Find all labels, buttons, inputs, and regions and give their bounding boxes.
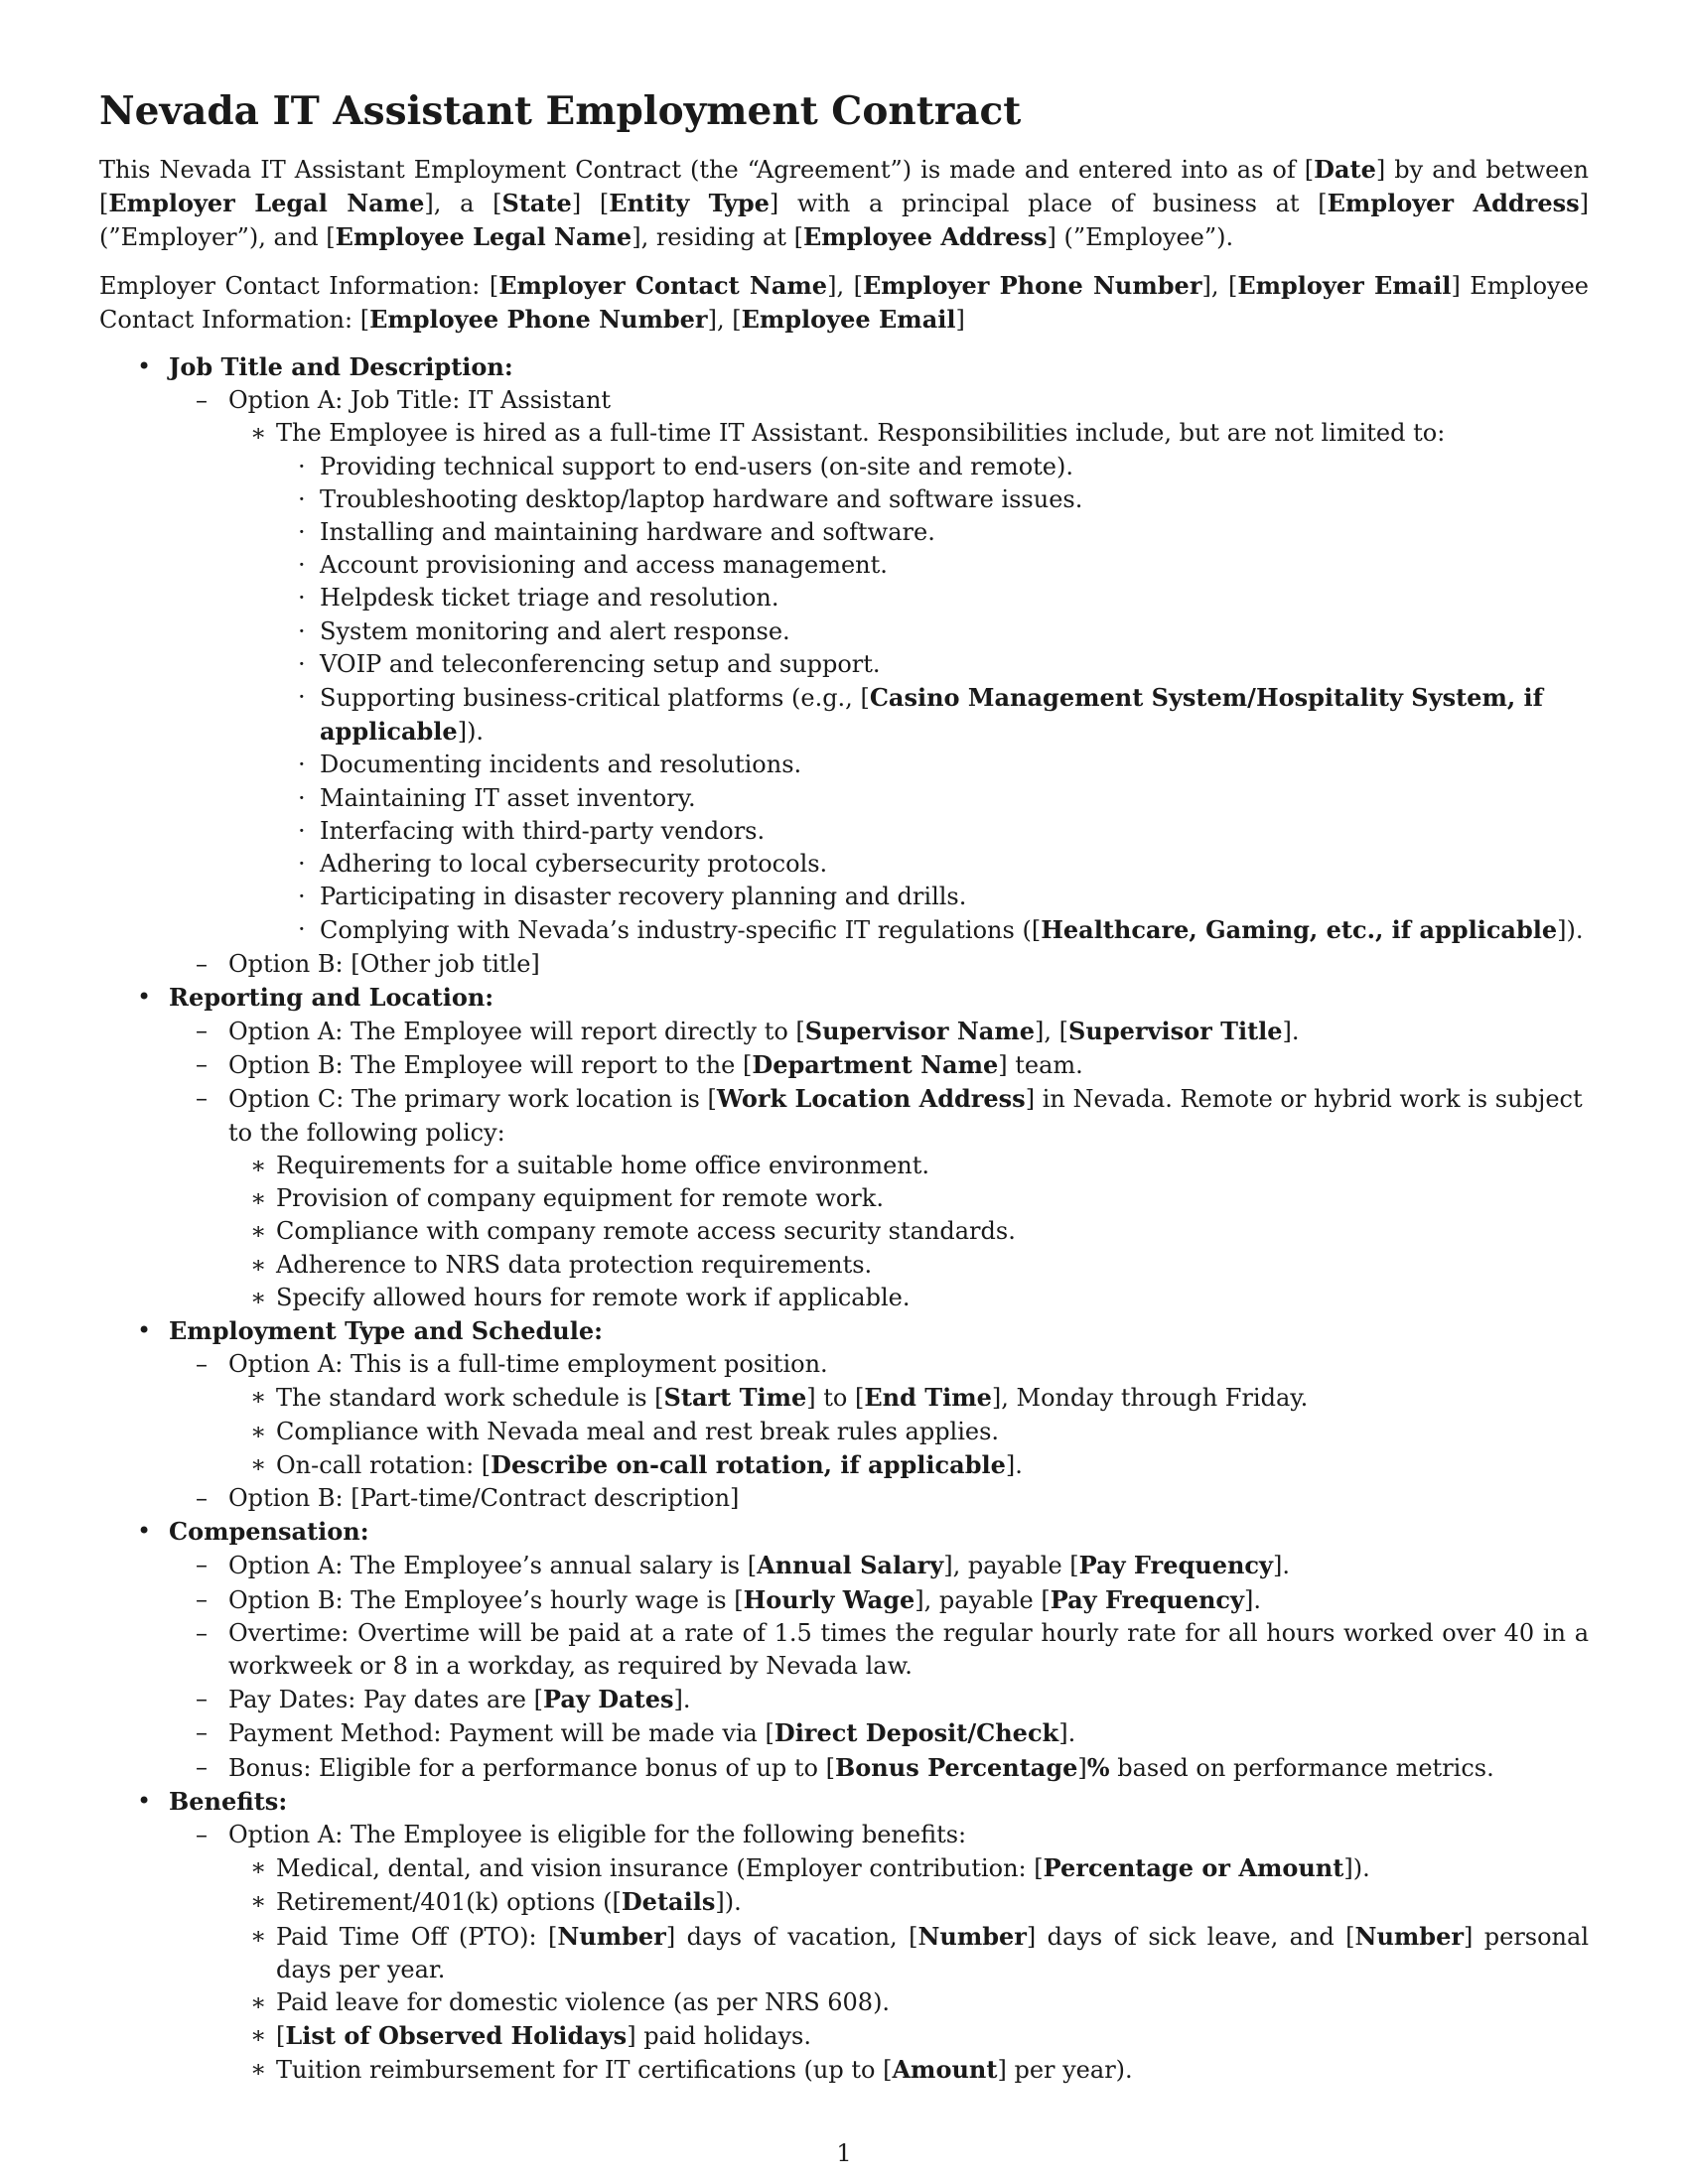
field-employer-contact-name: Employer Contact Name xyxy=(498,270,828,300)
section-heading: Benefits: xyxy=(169,1786,288,1816)
field-industry: Healthcare, Gaming, etc., if applicable xyxy=(1041,915,1558,945)
field-entity-type: Entity Type xyxy=(609,189,770,218)
section-reporting xyxy=(99,981,1589,1314)
field-tuition-amount: Amount xyxy=(892,2055,998,2085)
field-employee-legal-name: Employee Legal Name xyxy=(335,222,633,252)
section-heading: Job Title and Description: xyxy=(169,352,513,382)
field-state: State xyxy=(501,189,572,218)
field-employer-email: Employer Email xyxy=(1237,270,1452,300)
list-item: · Supporting business-critical platforms (e.g., [Casino Management System/Hospitality System, if applicable]). xyxy=(276,681,1589,749)
field-oncall: Describe on-call rotation, if applicable xyxy=(491,1449,1006,1479)
field-employer-phone: Employer Phone Number xyxy=(862,270,1202,300)
field-work-location: Work Location Address xyxy=(716,1084,1026,1114)
field-pay-dates: Pay Dates xyxy=(543,1685,674,1714)
list-item: · System monitoring and alert response. xyxy=(276,615,1589,648)
list-item: · Participating in disaster recovery planning and drills. xyxy=(276,881,1589,913)
section-job xyxy=(99,350,1589,981)
field-employer-address: Employer Address xyxy=(1327,189,1580,218)
field-personal-days: Number xyxy=(1354,1921,1464,1951)
list-item: · Troubleshooting desktop/laptop hardware and software issues. xyxy=(276,483,1589,516)
section-heading: Employment Type and Schedule: xyxy=(169,1315,603,1345)
field-hourly-wage: Hourly Wage xyxy=(743,1584,915,1614)
section-heading: Reporting and Location: xyxy=(169,982,494,1012)
page-number: 1 xyxy=(836,2139,852,2167)
section-compensation xyxy=(99,1515,1589,1785)
field-holidays: List of Observed Holidays xyxy=(285,2021,628,2051)
list-item: · Maintaining IT asset inventory. xyxy=(276,782,1589,815)
document-page xyxy=(99,87,1589,2088)
list-item: ∗ Paid leave for domestic violence (as per NRS 608). xyxy=(228,1986,1589,2019)
section-employment xyxy=(99,1314,1589,1515)
list-item: – Option B: The Employee’s hourly wage is [Hourly Wage], payable [Pay Frequency]. xyxy=(169,1583,1589,1617)
list-item: · Complying with Nevada’s industry-specific IT regulations ([Healthcare, Gaming, etc., if applicable]). xyxy=(276,913,1589,947)
field-retirement-details: Details xyxy=(621,1887,716,1917)
list-item: ∗ Compliance with company remote access security standards. xyxy=(228,1215,1589,1248)
list-item: – Option B: The Employee will report to the [Department Name] team. xyxy=(169,1048,1589,1082)
list-item: ∗ Medical, dental, and vision insurance (Employer contribution: [Percentage or Amount]). xyxy=(228,1851,1589,1885)
list-item: ∗ Tuition reimbursement for IT certifications (up to [Amount] per year). xyxy=(228,2053,1589,2087)
list-item: · Helpdesk ticket triage and resolution. xyxy=(276,582,1589,614)
field-employee-email: Employee Email xyxy=(741,304,956,334)
field-platform: Casino Management System/Hospitality System, if applicable xyxy=(320,683,1543,747)
list-item: – Option A: The Employee’s annual salary is [Annual Salary], payable [Pay Frequency]. xyxy=(169,1549,1589,1582)
list-item: – Option B: [Part-time/Contract description] xyxy=(169,1482,1589,1515)
list-item: ∗ Provision of company equipment for remote work. xyxy=(228,1182,1589,1215)
list-item: – Option A: Job Title: IT Assistant ∗ The Employee is hired as a full-time IT Assistant. Responsibilities include, but are not limited to: · Providing technical support to end-users (on-site and remote). · Troubleshooting desktop/laptop hardware and software issues. · Installing and maintaining hardware and software. · Account provisioning and access management. · Helpdesk ticket triage and resolution. · System monitoring and alert response. · VOIP and teleconferencing setup and support. · Supporting business-critical platforms (e.g., [Casino Management System/Hospitality System, if applicable]). · Documenting incidents and resolutions. · Maintaining IT asset inventory. · Interfacing with third-party vendors. · Adhering to local cybersecurity protocols. · Participating in disaster recovery planning and drills. · Complying with Nevada’s industry-specific IT regulations ([Healthcare, Gaming, etc., if applicable]). xyxy=(169,384,1589,947)
list-item: · Adhering to local cybersecurity protocols. xyxy=(276,848,1589,881)
list-item: ∗ [List of Observed Holidays] paid holidays. xyxy=(228,2019,1589,2053)
field-vacation-days: Number xyxy=(557,1921,666,1951)
list-item: · Providing technical support to end-users (on-site and remote). xyxy=(276,451,1589,483)
field-pay-frequency: Pay Frequency xyxy=(1078,1551,1273,1580)
list-item: – Payment Method: Payment will be made via [Direct Deposit/Check]. xyxy=(169,1716,1589,1750)
list-item: – Overtime: Overtime will be paid at a rate of 1.5 times the regular hourly rate for all hours worked over 40 in a workweek or 8 in a workday, as required by Nevada law. xyxy=(169,1617,1589,1683)
field-employee-phone: Employee Phone Number xyxy=(369,304,708,334)
list-item: – Pay Dates: Pay dates are [Pay Dates]. xyxy=(169,1683,1589,1716)
list-item: ∗ Compliance with Nevada meal and rest break rules applies. xyxy=(228,1416,1589,1448)
field-contribution: Percentage or Amount xyxy=(1043,1853,1344,1883)
field-supervisor-name: Supervisor Name xyxy=(804,1017,1036,1046)
field-department-name: Department Name xyxy=(752,1050,999,1080)
list-item: · Account provisioning and access management. xyxy=(276,549,1589,582)
field-pay-frequency: Pay Frequency xyxy=(1050,1584,1244,1614)
list-item: – Option C: The primary work location is [Work Location Address] in Nevada. Remote or hybrid work is subject to the following policy: ∗ Requirements for a suitable home office environment. ∗ Provision of company equipment for remote work. ∗ Compliance with company remote access security standards. ∗ Adherence to NRS data protection requirements. ∗ Specify allowed hours for remote work if applicable. xyxy=(169,1082,1589,1313)
list-item: ∗ Requirements for a suitable home office environment. xyxy=(228,1150,1589,1182)
field-sick-days: Number xyxy=(917,1921,1027,1951)
list-item: ∗ The standard work schedule is [Start Time] to [End Time], Monday through Friday. xyxy=(228,1381,1589,1415)
list-item: ∗ Paid Time Off (PTO): [Number] days of vacation, [Number] days of sick leave, and [Number] personal days per year. xyxy=(228,1920,1589,1986)
list-item: ∗ Specify allowed hours for remote work if applicable. xyxy=(228,1282,1589,1314)
list-item: – Bonus: Eligible for a performance bonus of up to [Bonus Percentage]% based on performance metrics. xyxy=(169,1751,1589,1785)
field-end-time: End Time xyxy=(864,1383,992,1413)
field-annual-salary: Annual Salary xyxy=(757,1551,944,1580)
list-item: – Option A: The Employee is eligible for the following benefits: ∗ Medical, dental, and vision insurance (Employer contribution: [Percentage or Amount]). ∗ Retirement/401(k) options ([Details]). ∗ Paid Time Off (PTO): [Number] days of vacation, [Number] days of sick leave, and [Number] personal days per year. ∗ Paid leave for domestic violence (as per NRS 608). ∗ [List of Observed Holidays] paid holidays. ∗ Tuition reimbursement for IT certifications (up to [Amount] per year). xyxy=(169,1819,1589,2088)
list-item: ∗ The Employee is hired as a full-time IT Assistant. Responsibilities include, but are not limited to: · Providing technical support to end-users (on-site and remote). · Troubleshooting desktop/laptop hardware and software issues. · Installing and maintaining hardware and software. · Account provisioning and access management. · Helpdesk ticket triage and resolution. · System monitoring and alert response. · VOIP and teleconferencing setup and support. · Supporting business-critical platforms (e.g., [Casino Management System/Hospitality System, if applicable]). · Documenting incidents and resolutions. · Maintaining IT asset inventory. · Interfacing with third-party vendors. · Adhering to local cybersecurity protocols. · Participating in disaster recovery planning and drills. · Complying with Nevada’s industry-specific IT regulations ([Healthcare, Gaming, etc., if applicable]). xyxy=(228,417,1589,947)
field-payment-method: Direct Deposit/Check xyxy=(774,1718,1059,1748)
list-item: ∗ Adherence to NRS data protection requirements. xyxy=(228,1249,1589,1282)
section-benefits xyxy=(99,1785,1589,2088)
list-item: ∗ On-call rotation: [Describe on-call rotation, if applicable]. xyxy=(228,1448,1589,1482)
list-item: – Option A: This is a full-time employment position. ∗ The standard work schedule is [Start Time] to [End Time], Monday through Friday. ∗ Compliance with Nevada meal and rest break rules applies. ∗ On-call rotation: [Describe on-call rotation, if applicable]. xyxy=(169,1348,1589,1482)
list-item: ∗ Retirement/401(k) options ([Details]). xyxy=(228,1885,1589,1919)
list-item: – Option B: [Other job title] xyxy=(169,948,1589,981)
section-list xyxy=(99,350,1589,2088)
field-employer-legal-name: Employer Legal Name xyxy=(108,189,425,218)
field-employee-address: Employee Address xyxy=(802,222,1048,252)
responsibilities-list xyxy=(276,451,1589,948)
list-item: – Option A: The Employee will report directly to [Supervisor Name], [Supervisor Title]. xyxy=(169,1015,1589,1048)
contact-paragraph: Employer Contact Information: [Employer Contact Name], [Employer Phone Number], [Employer Email] Employee Contact Information: [Employee Phone Number], [Employee Email] xyxy=(99,270,1590,334)
list-item: · Installing and maintaining hardware and software. xyxy=(276,516,1589,549)
page-title: Nevada IT Assistant Employment Contract xyxy=(99,88,1022,134)
field-start-time: Start Time xyxy=(663,1383,807,1413)
list-item: · Documenting incidents and resolutions. xyxy=(276,749,1589,781)
list-item: · VOIP and teleconferencing setup and support. xyxy=(276,648,1589,681)
field-bonus-percentage: Bonus Percentage xyxy=(835,1752,1078,1782)
field-date: Date xyxy=(1314,155,1376,184)
list-item: · Interfacing with third-party vendors. xyxy=(276,815,1589,848)
field-supervisor-title: Supervisor Title xyxy=(1068,1017,1283,1046)
intro-paragraph: This Nevada IT Assistant Employment Contract (the “Agreement”) is made and entered into as of [Date] by and between [Employer Legal Name], a [State] [Entity Type] with a principal place of business at [Employer Address] (”Employer”), and [Employee Legal Name], residing at [Employee Address] (”Employee”). xyxy=(99,155,1589,252)
section-heading: Compensation: xyxy=(169,1517,369,1547)
